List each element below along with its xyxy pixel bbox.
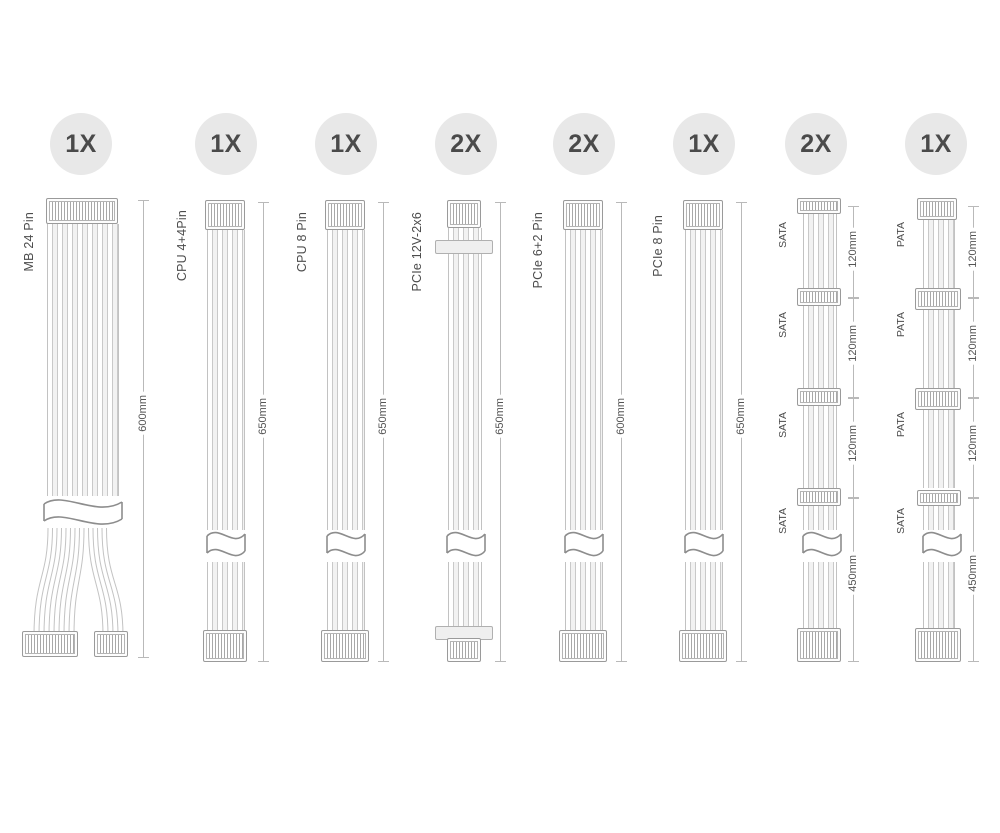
wire-bundle-lower [685, 562, 723, 632]
segment-label-2: SATA [777, 312, 789, 338]
connector-pcie8-top [683, 200, 723, 230]
cable-name-label: PCIe 6+2 Pin [531, 212, 545, 289]
dimension-label-4: 450mm [967, 552, 979, 595]
cable-column-cpu-4-plus-4-pin [155, 0, 270, 833]
wire-bundle-lower-split [10, 528, 140, 638]
connector-mb24-bottom-right [94, 631, 128, 657]
cable-name-label: PCIe 12V-2x6 [410, 212, 424, 292]
cable-column-pcie-8-pin [633, 0, 748, 833]
cable-column-pcie-12v-2x6 [395, 0, 510, 833]
wire-bundle-lower [565, 562, 603, 632]
connector-cpu8-bottom [321, 630, 369, 662]
dimension-label-3: 120mm [847, 422, 859, 465]
connector-sata-1 [797, 288, 841, 306]
wire-bundle-seg-1 [803, 214, 837, 298]
dimension-label: 600mm [615, 395, 627, 438]
wire-bundle-seg-3 [923, 410, 955, 488]
connector-pins [918, 631, 958, 659]
wire-bundle-seg-2 [803, 306, 837, 390]
connector-pins [328, 203, 362, 227]
connector-pins [49, 201, 115, 221]
wire-bundle-upper [685, 230, 723, 530]
connector-pata-1 [915, 288, 961, 310]
wire-bundle-lower [327, 562, 365, 632]
segment-label-2: PATA [895, 312, 907, 338]
cable-column-mb-24-pin [0, 0, 150, 833]
connector-pins [25, 634, 75, 654]
wire-bundle-seg-2 [923, 310, 955, 388]
dimension-label: 650mm [494, 395, 506, 438]
connector-pins [562, 633, 604, 659]
wire-bundle-seg-3 [803, 406, 837, 490]
connector-pata-head [917, 198, 957, 220]
connector-pins [208, 203, 242, 227]
connector-pata-bottom [915, 628, 961, 662]
connector-pins [918, 291, 958, 307]
cable-column-pata [873, 0, 993, 833]
wire-bundle-lower [923, 562, 955, 628]
connector-pcie8-bottom [679, 630, 727, 662]
connector-sata-bottom [797, 628, 841, 662]
quantity-badge: 1X [50, 113, 112, 175]
quantity-badge: 1X [673, 113, 735, 175]
wire-bundle-lower [803, 562, 837, 628]
connector-pins [920, 201, 954, 217]
dimension-label-2: 120mm [967, 322, 979, 365]
wire-bundle-upper-b [448, 254, 482, 530]
dimension-label-1: 120mm [847, 228, 859, 271]
dimension-label: 650mm [735, 395, 747, 438]
connector-pins [566, 203, 600, 227]
connector-pins [97, 634, 125, 654]
connector-pins [324, 633, 366, 659]
segment-label-4: SATA [895, 508, 907, 534]
quantity-badge: 1X [195, 113, 257, 175]
connector-pins [450, 641, 478, 659]
quantity-badge: 2X [435, 113, 497, 175]
connector-pcie12v-sleeve [435, 240, 493, 254]
connector-pins [450, 203, 478, 225]
cable-name-label: PCIe 8 Pin [651, 215, 665, 277]
connector-sata-3 [797, 488, 841, 506]
wire-bundle-upper [207, 230, 245, 530]
cable-column-sata [753, 0, 868, 833]
cable-name-label: CPU 4+4Pin [175, 210, 189, 282]
segment-label-1: SATA [777, 222, 789, 248]
wire-bundle-upper [565, 230, 603, 530]
connector-pins [918, 391, 958, 407]
cable-column-cpu-8-pin [275, 0, 390, 833]
connector-pins [686, 203, 720, 227]
connector-sata-2 [797, 388, 841, 406]
connector-pata-3 [917, 490, 961, 506]
connector-pins [800, 291, 838, 303]
dimension-label: 600mm [137, 392, 149, 435]
segment-label-4: SATA [777, 508, 789, 534]
connector-pins [800, 491, 838, 503]
quantity-badge: 2X [553, 113, 615, 175]
wire-bundle-upper [47, 224, 119, 496]
connector-cpu44-bottom [203, 630, 247, 662]
quantity-badge: 1X [315, 113, 377, 175]
connector-mb24-top [46, 198, 118, 224]
wire-bundle-lower [207, 562, 245, 632]
connector-sata-head [797, 198, 841, 214]
quantity-badge: 2X [785, 113, 847, 175]
wire-bundle-upper [327, 230, 365, 530]
connector-pcie12v-bottom [447, 638, 481, 662]
dimension-label-3: 120mm [967, 422, 979, 465]
segment-label-3: PATA [895, 412, 907, 438]
segment-label-3: SATA [777, 412, 789, 438]
quantity-badge: 1X [905, 113, 967, 175]
cable-name-label: CPU 8 Pin [295, 212, 309, 273]
connector-pcie12v-top [447, 200, 481, 228]
connector-pins [800, 391, 838, 403]
connector-pcie62-bottom [559, 630, 607, 662]
cable-column-pcie-6-plus-2-pin [513, 0, 628, 833]
dimension-label: 650mm [257, 395, 269, 438]
dimension-label: 650mm [377, 395, 389, 438]
connector-cpu8-top [325, 200, 365, 230]
wire-bundle-seg-1 [923, 220, 955, 298]
dimension-label-4: 450mm [847, 552, 859, 595]
cable-name-label: MB 24 Pin [22, 212, 36, 272]
connector-cpu44-top [205, 200, 245, 230]
connector-pins [800, 201, 838, 211]
connector-pins [682, 633, 724, 659]
connector-pins [206, 633, 244, 659]
connector-pata-2 [915, 388, 961, 410]
segment-label-1: PATA [895, 222, 907, 248]
connector-pcie62-top [563, 200, 603, 230]
wire-bundle-lower [448, 562, 482, 628]
dimension-label-1: 120mm [967, 228, 979, 271]
dimension-label-2: 120mm [847, 322, 859, 365]
connector-mb24-bottom-left [22, 631, 78, 657]
connector-pins [920, 493, 958, 503]
connector-pins [800, 631, 838, 659]
